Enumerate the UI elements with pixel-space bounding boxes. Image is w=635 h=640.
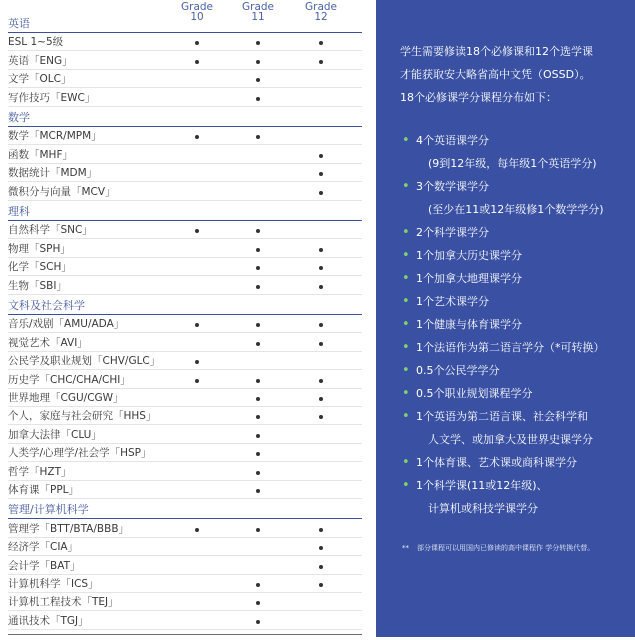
course-name: 管理学「BTT/BTA/BBB」 bbox=[8, 522, 130, 535]
course-name: 计算机科学「ICS」 bbox=[8, 578, 99, 590]
section-title: 管理/计算机科学 bbox=[8, 503, 89, 517]
section-title: 理科 bbox=[8, 205, 30, 218]
course-name: 会计学「BAT」 bbox=[8, 559, 81, 572]
section-title: 数学 bbox=[8, 111, 30, 124]
course-name: 经济学「CIA」 bbox=[8, 541, 79, 554]
course-name: 公民学及职业规划「CHV/GLC」 bbox=[8, 355, 161, 368]
ossd-requirements-panel bbox=[376, 0, 635, 637]
course-row bbox=[8, 407, 362, 425]
requirement-detail: (至少在11或12年级修1个数学学分) bbox=[428, 203, 604, 216]
course-row bbox=[8, 221, 362, 239]
course-name: 人类学/心理学/社会学「HSP」 bbox=[8, 447, 152, 460]
grade-header-10: Grade 10 bbox=[180, 1, 213, 23]
intro-line: 学生需要修读18个必修课和12个选学课 bbox=[400, 45, 593, 58]
grade-10-offered-dot bbox=[195, 60, 199, 64]
course-row bbox=[8, 70, 362, 88]
section-header bbox=[8, 15, 362, 33]
bullet-icon: • bbox=[402, 409, 410, 424]
bullet-icon: • bbox=[402, 133, 410, 148]
table-bottom-rule bbox=[8, 634, 362, 635]
requirement-text: 1个法语作为第二语言学分（*可转换） bbox=[416, 341, 605, 354]
footnote: ** 部分课程可以用国内已修读的高中课程作 学分转换代替。 bbox=[402, 544, 595, 552]
course-name: 哲学「HZT」 bbox=[8, 465, 72, 478]
course-name: 世界地理「CGU/CGW」 bbox=[8, 392, 124, 404]
requirement-item bbox=[402, 129, 627, 175]
grade-12-offered-dot bbox=[319, 397, 323, 401]
grade-12-offered-dot bbox=[319, 191, 323, 195]
grade-10-offered-dot bbox=[195, 528, 199, 532]
course-name: ESL 1~5级 bbox=[8, 36, 64, 49]
requirement-item bbox=[402, 221, 627, 244]
course-row bbox=[8, 481, 362, 499]
intro-line: 才能获取安大略省高中文凭（OSSD）。 bbox=[400, 68, 591, 81]
requirement-text: 4个英语课学分 bbox=[416, 134, 489, 147]
course-name: 物理「SPH」 bbox=[8, 242, 71, 255]
grade-11-offered-dot bbox=[256, 415, 260, 419]
course-name: 自然科学「SNC」 bbox=[8, 224, 93, 237]
requirement-text: 1个艺术课学分 bbox=[416, 295, 489, 308]
course-name: 写作技巧「EWC」 bbox=[8, 91, 96, 104]
requirement-text: 1个加拿大地理课学分 bbox=[416, 272, 522, 285]
course-name: 函数「MHF」 bbox=[8, 148, 73, 161]
course-name: 音乐/戏剧「AMU/ADA」 bbox=[8, 318, 125, 331]
bullet-icon: • bbox=[402, 386, 410, 401]
course-row bbox=[8, 593, 362, 611]
course-row bbox=[8, 127, 362, 145]
section-header bbox=[8, 203, 362, 221]
grade-11-offered-dot bbox=[256, 78, 260, 82]
grade-12-offered-dot bbox=[319, 583, 323, 587]
grade-11-offered-dot bbox=[256, 60, 260, 64]
requirement-item bbox=[402, 313, 627, 336]
course-name: 历史学「CHC/CHA/CHI」 bbox=[8, 373, 131, 386]
grade-10-offered-dot bbox=[195, 379, 199, 383]
course-name: 生物「SBI」 bbox=[8, 279, 67, 292]
grade-11-offered-dot bbox=[256, 489, 260, 493]
intro-line: 18个必修课学分课程分布如下： bbox=[400, 91, 557, 104]
course-row bbox=[8, 258, 362, 276]
grade-11-offered-dot bbox=[256, 471, 260, 475]
requirement-text: 0.5个职业规划课程学分 bbox=[416, 387, 533, 400]
requirement-item bbox=[402, 175, 627, 221]
grade-12-offered-dot bbox=[319, 528, 323, 532]
requirements-intro bbox=[400, 40, 625, 109]
grade-12-offered-dot bbox=[319, 41, 323, 45]
course-name: 微积分与向量「MCV」 bbox=[8, 185, 116, 198]
grade-12-offered-dot bbox=[319, 266, 323, 270]
grade-11-offered-dot bbox=[256, 397, 260, 401]
requirement-text: 1个科学课(11或12年级)、 bbox=[416, 479, 548, 492]
course-row bbox=[8, 315, 362, 333]
requirement-item bbox=[402, 451, 627, 474]
course-row bbox=[8, 612, 362, 630]
section-header bbox=[8, 501, 362, 519]
bullet-icon: • bbox=[402, 271, 410, 286]
course-row bbox=[8, 520, 362, 538]
requirement-detail: 人文学、或加拿大及世界史课学分 bbox=[428, 433, 593, 446]
grade-12-offered-dot bbox=[319, 154, 323, 158]
requirement-item bbox=[402, 290, 627, 313]
requirement-text: 3个数学课学分 bbox=[416, 180, 489, 193]
bullet-icon: • bbox=[402, 317, 410, 332]
course-name: 视觉艺术「AVI」 bbox=[8, 336, 88, 349]
requirement-item bbox=[402, 474, 627, 520]
requirement-item bbox=[402, 359, 627, 382]
bullet-icon: • bbox=[402, 363, 410, 378]
course-row bbox=[8, 52, 362, 70]
grade-11-offered-dot bbox=[256, 97, 260, 101]
grade-header-11: Grade 11 bbox=[241, 1, 274, 23]
course-row bbox=[8, 352, 362, 370]
course-name: 数学「MCR/MPM」 bbox=[8, 130, 102, 143]
requirement-item bbox=[402, 244, 627, 267]
bullet-icon: • bbox=[402, 478, 410, 493]
requirement-item bbox=[402, 267, 627, 290]
course-row bbox=[8, 277, 362, 295]
grade-12-offered-dot bbox=[319, 342, 323, 346]
course-name: 英语「ENG」 bbox=[8, 54, 73, 67]
requirement-text: 1个英语为第二语言课、社会科学和 bbox=[416, 410, 588, 423]
course-row bbox=[8, 389, 362, 407]
requirements-list bbox=[402, 129, 627, 520]
grade-header-12: Grade 12 bbox=[304, 1, 337, 23]
section-title: 英语 bbox=[8, 17, 30, 30]
grade-12-offered-dot bbox=[319, 546, 323, 550]
course-row bbox=[8, 334, 362, 352]
course-row bbox=[8, 557, 362, 575]
grade-12-offered-dot bbox=[319, 415, 323, 419]
requirement-text: 1个体育课、艺术课或商科课学分 bbox=[416, 456, 577, 469]
course-name: 通讯技术「TGJ」 bbox=[8, 614, 89, 627]
grade-11-offered-dot bbox=[256, 229, 260, 233]
course-name: 加拿大法律「CLU」 bbox=[8, 428, 102, 441]
grade-12-offered-dot bbox=[319, 565, 323, 569]
course-name: 个人，家庭与社会研究「HHS」 bbox=[8, 410, 157, 423]
requirement-text: 1个健康与体育课学分 bbox=[416, 318, 522, 331]
grade-11-offered-dot bbox=[256, 452, 260, 456]
course-row bbox=[8, 33, 362, 51]
section-title: 文科及社会科学 bbox=[8, 299, 85, 312]
grade-12-offered-dot bbox=[319, 379, 323, 383]
grade-11-offered-dot bbox=[256, 323, 260, 327]
bullet-icon: • bbox=[402, 179, 410, 194]
section-header bbox=[8, 109, 362, 127]
course-row bbox=[8, 426, 362, 444]
course-row bbox=[8, 575, 362, 593]
bullet-icon: • bbox=[402, 225, 410, 240]
requirement-text: 0.5个公民学学分 bbox=[416, 364, 500, 377]
grade-10-offered-dot bbox=[195, 360, 199, 364]
course-row bbox=[8, 444, 362, 462]
grade-11-offered-dot bbox=[256, 135, 260, 139]
course-name: 体育课「PPL」 bbox=[8, 484, 80, 496]
requirement-detail: 计算机或科技学课学分 bbox=[428, 502, 538, 515]
requirement-item bbox=[402, 336, 627, 359]
course-row bbox=[8, 146, 362, 164]
grade-11-offered-dot bbox=[256, 41, 260, 45]
requirement-item bbox=[402, 382, 627, 405]
grade-11-offered-dot bbox=[256, 266, 260, 270]
grade-10-offered-dot bbox=[195, 323, 199, 327]
course-name: 数据统计「MDM」 bbox=[8, 167, 98, 180]
course-row bbox=[8, 183, 362, 201]
grade-12-offered-dot bbox=[319, 248, 323, 252]
grade-11-offered-dot bbox=[256, 620, 260, 624]
course-name: 化学「SCH」 bbox=[8, 261, 72, 274]
requirement-text: 2个科学课学分 bbox=[416, 226, 489, 239]
grade-11-offered-dot bbox=[256, 285, 260, 289]
course-row bbox=[8, 538, 362, 556]
course-row bbox=[8, 463, 362, 481]
grade-11-offered-dot bbox=[256, 601, 260, 605]
grade-11-offered-dot bbox=[256, 379, 260, 383]
grade-10-offered-dot bbox=[195, 135, 199, 139]
course-row bbox=[8, 89, 362, 107]
grade-11-offered-dot bbox=[256, 434, 260, 438]
grade-11-offered-dot bbox=[256, 342, 260, 346]
grade-11-offered-dot bbox=[256, 528, 260, 532]
grade-12-offered-dot bbox=[319, 172, 323, 176]
course-name: 文学「OLC」 bbox=[8, 73, 72, 86]
course-row bbox=[8, 371, 362, 389]
grade-10-offered-dot bbox=[195, 41, 199, 45]
grade-12-offered-dot bbox=[319, 285, 323, 289]
grade-12-offered-dot bbox=[319, 323, 323, 327]
course-row bbox=[8, 240, 362, 258]
bullet-icon: • bbox=[402, 248, 410, 263]
bullet-icon: • bbox=[402, 455, 410, 470]
requirement-detail: (9到12年级，每年级1个英语学分) bbox=[428, 157, 597, 170]
course-row bbox=[8, 164, 362, 182]
requirement-item bbox=[402, 405, 627, 451]
grade-12-offered-dot bbox=[319, 60, 323, 64]
bullet-icon: • bbox=[402, 340, 410, 355]
grade-10-offered-dot bbox=[195, 229, 199, 233]
requirement-text: 1个加拿大历史课学分 bbox=[416, 249, 522, 262]
bullet-icon: • bbox=[402, 294, 410, 309]
grade-11-offered-dot bbox=[256, 248, 260, 252]
grade-11-offered-dot bbox=[256, 583, 260, 587]
section-header bbox=[8, 297, 362, 315]
course-name: 计算机工程技术「TEJ」 bbox=[8, 596, 119, 609]
